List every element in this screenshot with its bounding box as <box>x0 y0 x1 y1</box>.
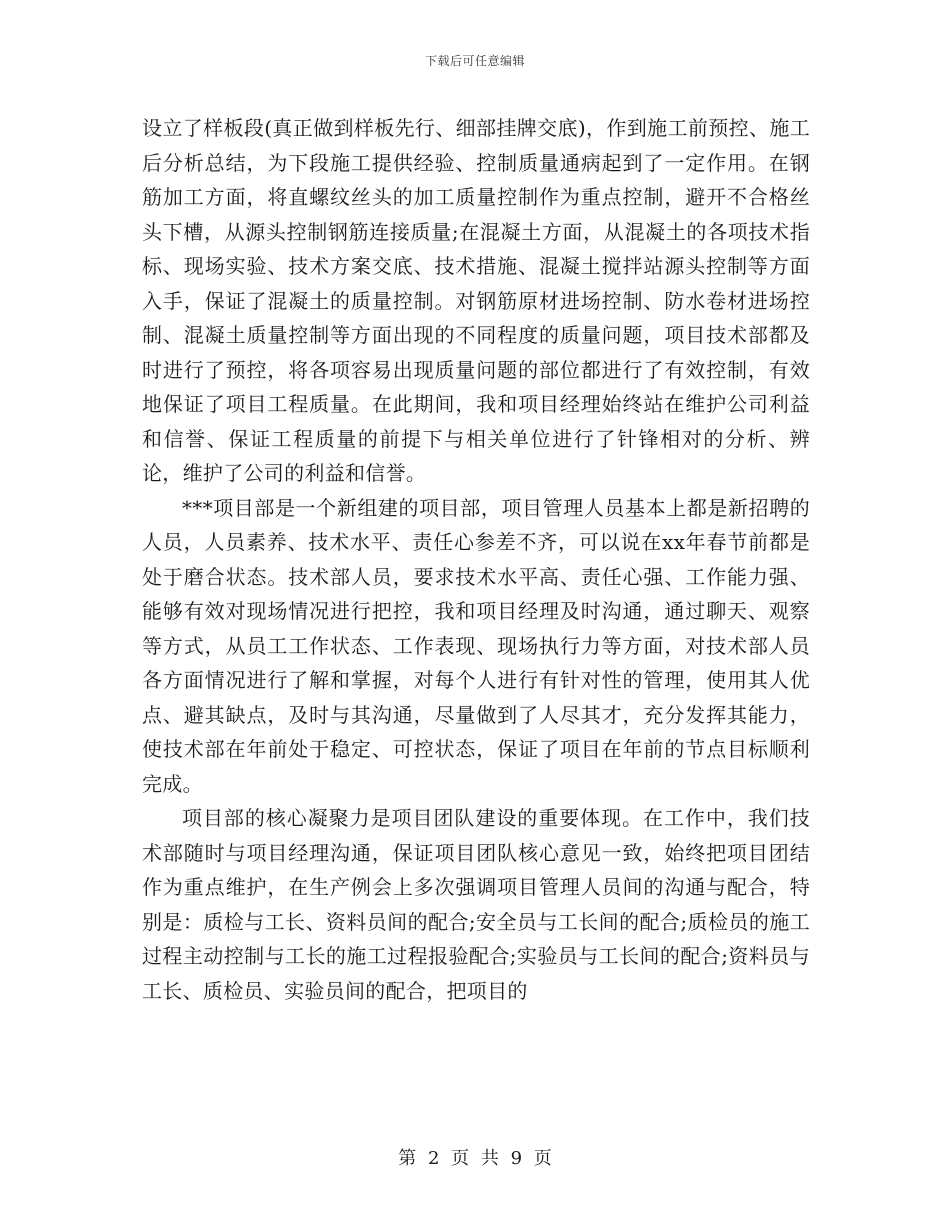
paragraph-continuation: 设立了样板段(真正做到样板先行、细部挂牌交底)，作到施工前预控、施工后分析总结，为下段施工提供经验、控制质量通病起到了一定作用。在钢筋加工方面，将直螺纹丝头的加工质量控制作为重点控制，避开不合格丝头下槽，从源头控制钢筋连接质量;在混凝土方面，从混凝土的各项技术指标、现场实验、技术方案交底、技术措施、混凝土搅拌站源头控制等方面入手，保证了混凝土的质量控制。对钢筋原材进场控制、防水卷材进场控制、混凝土质量控制等方面出现的不同程度的质量问题，项目技术部都及时进行了预控，将各项容易出现质量问题的部位都进行了有效控制，有效地保证了项目工程质量。在此期间，我和项目经理始终站在维护公司利益和信誉、保证工程质量的前提下与相关单位进行了针锋相对的分析、辨论，维护了公司的利益和信誉。 <box>142 116 810 485</box>
paragraph-cohesion: 项目部的核心凝聚力是项目团队建设的重要体现。在工作中，我们技术部随时与项目经理沟通，保证项目团队核心意见一致，始终把项目团结作为重点维护，在生产例会上多次强调项目管理人员间的沟通与配合，特别是：质检与工长、资料员间的配合;安全员与工长间的配合;质检员的施工过程主动控制与工长的施工过程报验配合;实验员与工长间的配合;资料员与工长、质检员、实验员间的配合，把项目的 <box>142 806 810 1003</box>
document-body <box>142 111 810 1008</box>
page-footer: 第 2 页 共 9 页 <box>398 1148 552 1169</box>
page-header: 下载后可任意编辑 <box>424 54 525 68</box>
paragraph-project-team: ***项目部是一个新组建的项目部，项目管理人员基本上都是新招聘的人员，人员素养、技术水平、责任心参差不齐，可以说在xx年春节前都是处于磨合状态。技术部人员，要求技术水平高、责任心强、工作能力强、能够有效对现场情况进行把控，我和项目经理及时沟通，通过聊天、观察等方式，从员工工作状态、工作表现、现场执行力等方面，对技术部人员各方面情况进行了解和掌握，对每个人进行有针对性的管理，使用其人优点、避其缺点，及时与其沟通，尽量做到了人尽其才，充分发挥其能力，使技术部在年前处于稳定、可控状态，保证了项目在年前的节点目标顺利完成。 <box>142 495 810 796</box>
